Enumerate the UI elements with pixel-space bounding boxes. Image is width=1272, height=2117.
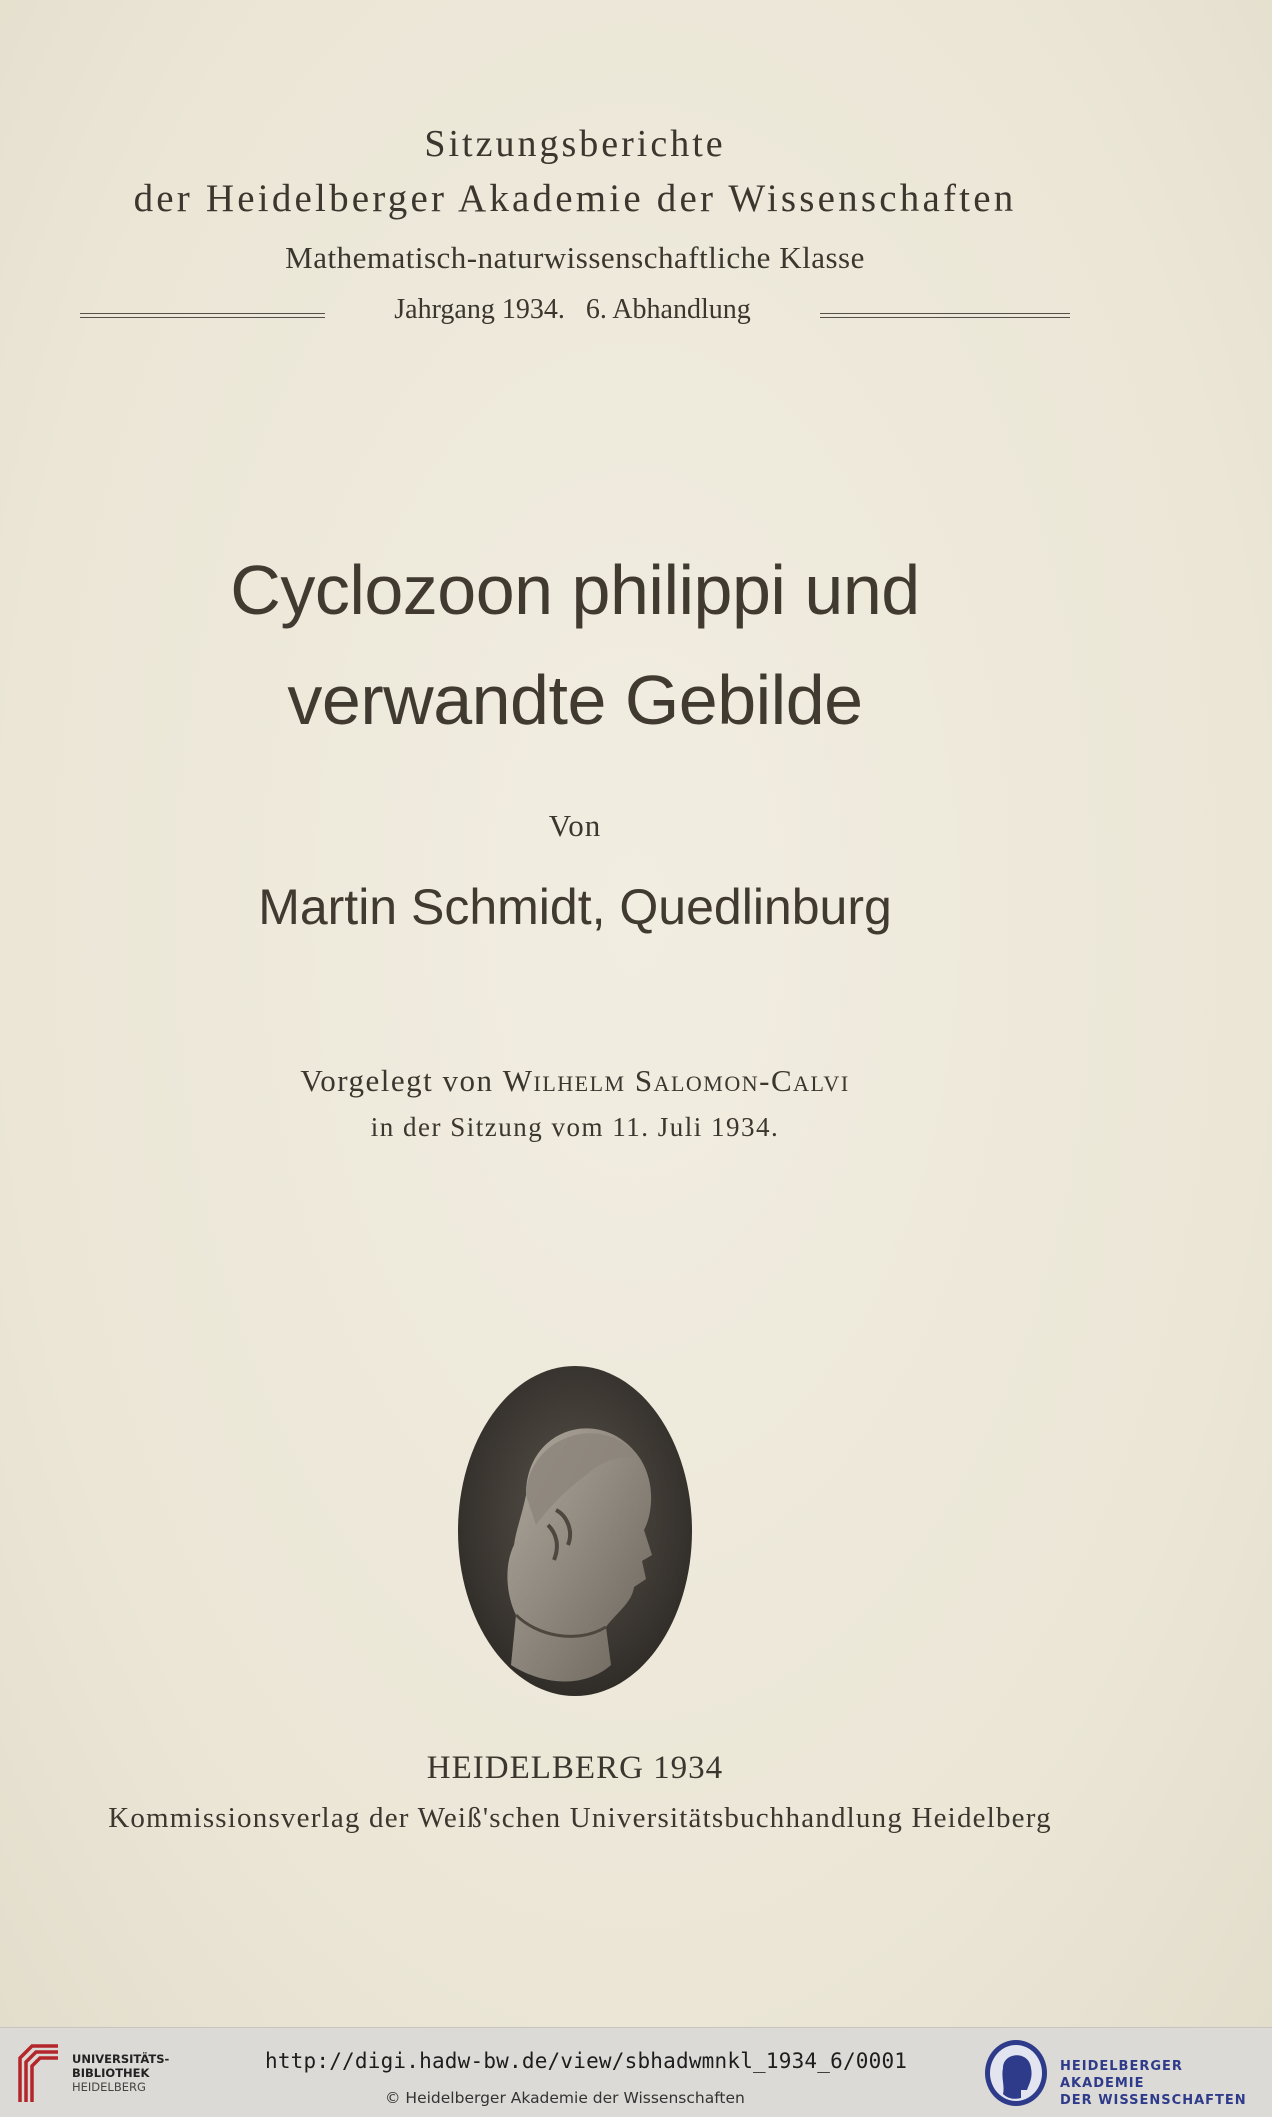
presented-by [0,1063,1150,1099]
double-rule-left [80,313,325,318]
jahrgang-row [80,294,1070,334]
presented-by-prefix: Vorgelegt von [300,1063,503,1098]
main-title [0,535,1150,755]
main-title-line-1: Cyclozoon philippi und [230,551,920,629]
jahrgang-label: Jahrgang 1934. 6. Abhandlung [394,294,751,325]
author-name: Martin Schmidt, Quedlinburg [258,879,892,935]
academy-footer-label: HEIDELBERGER AKADEMIE DER WISSENSCHAFTEN [1060,2059,1247,2108]
copyright-notice: © Heidelberger Akademie der Wissenschaften [385,2089,745,2107]
permalink-url[interactable]: http://digi.hadw-bw.de/view/sbhadwmnkl_1934_6/0001 [265,2049,908,2073]
session-date: in der Sitzung vom 11. Juli 1934. [370,1112,780,1142]
class-name: Mathematisch-naturwissenschaftliche Klasse [285,240,865,275]
university-library-logo-icon[interactable] [14,2040,64,2110]
series-title: Sitzungsberichte [424,123,726,165]
by-label: Von [548,808,602,843]
double-rule-right [820,313,1070,318]
academy-seal-icon[interactable] [983,2038,1049,2108]
imprint-publisher: Kommissionsverlag der Weiß'schen Universitätsbuchhandlung Heidelberg [108,1802,1052,1834]
academy-name: der Heidelberger Akademie der Wissenschaften [133,177,1017,220]
cameo-portrait-emblem [456,1365,694,1698]
presenter-name: Wilhelm Salomon-Calvi [502,1063,850,1098]
main-title-line-2: verwandte Gebilde [287,661,863,739]
viewer-footer-bar [0,2027,1272,2117]
imprint-city-year: HEIDELBERG 1934 [426,1750,724,1786]
university-library-label: UNIVERSITÄTS- BIBLIOTHEK HEIDELBERG [72,2052,170,2094]
